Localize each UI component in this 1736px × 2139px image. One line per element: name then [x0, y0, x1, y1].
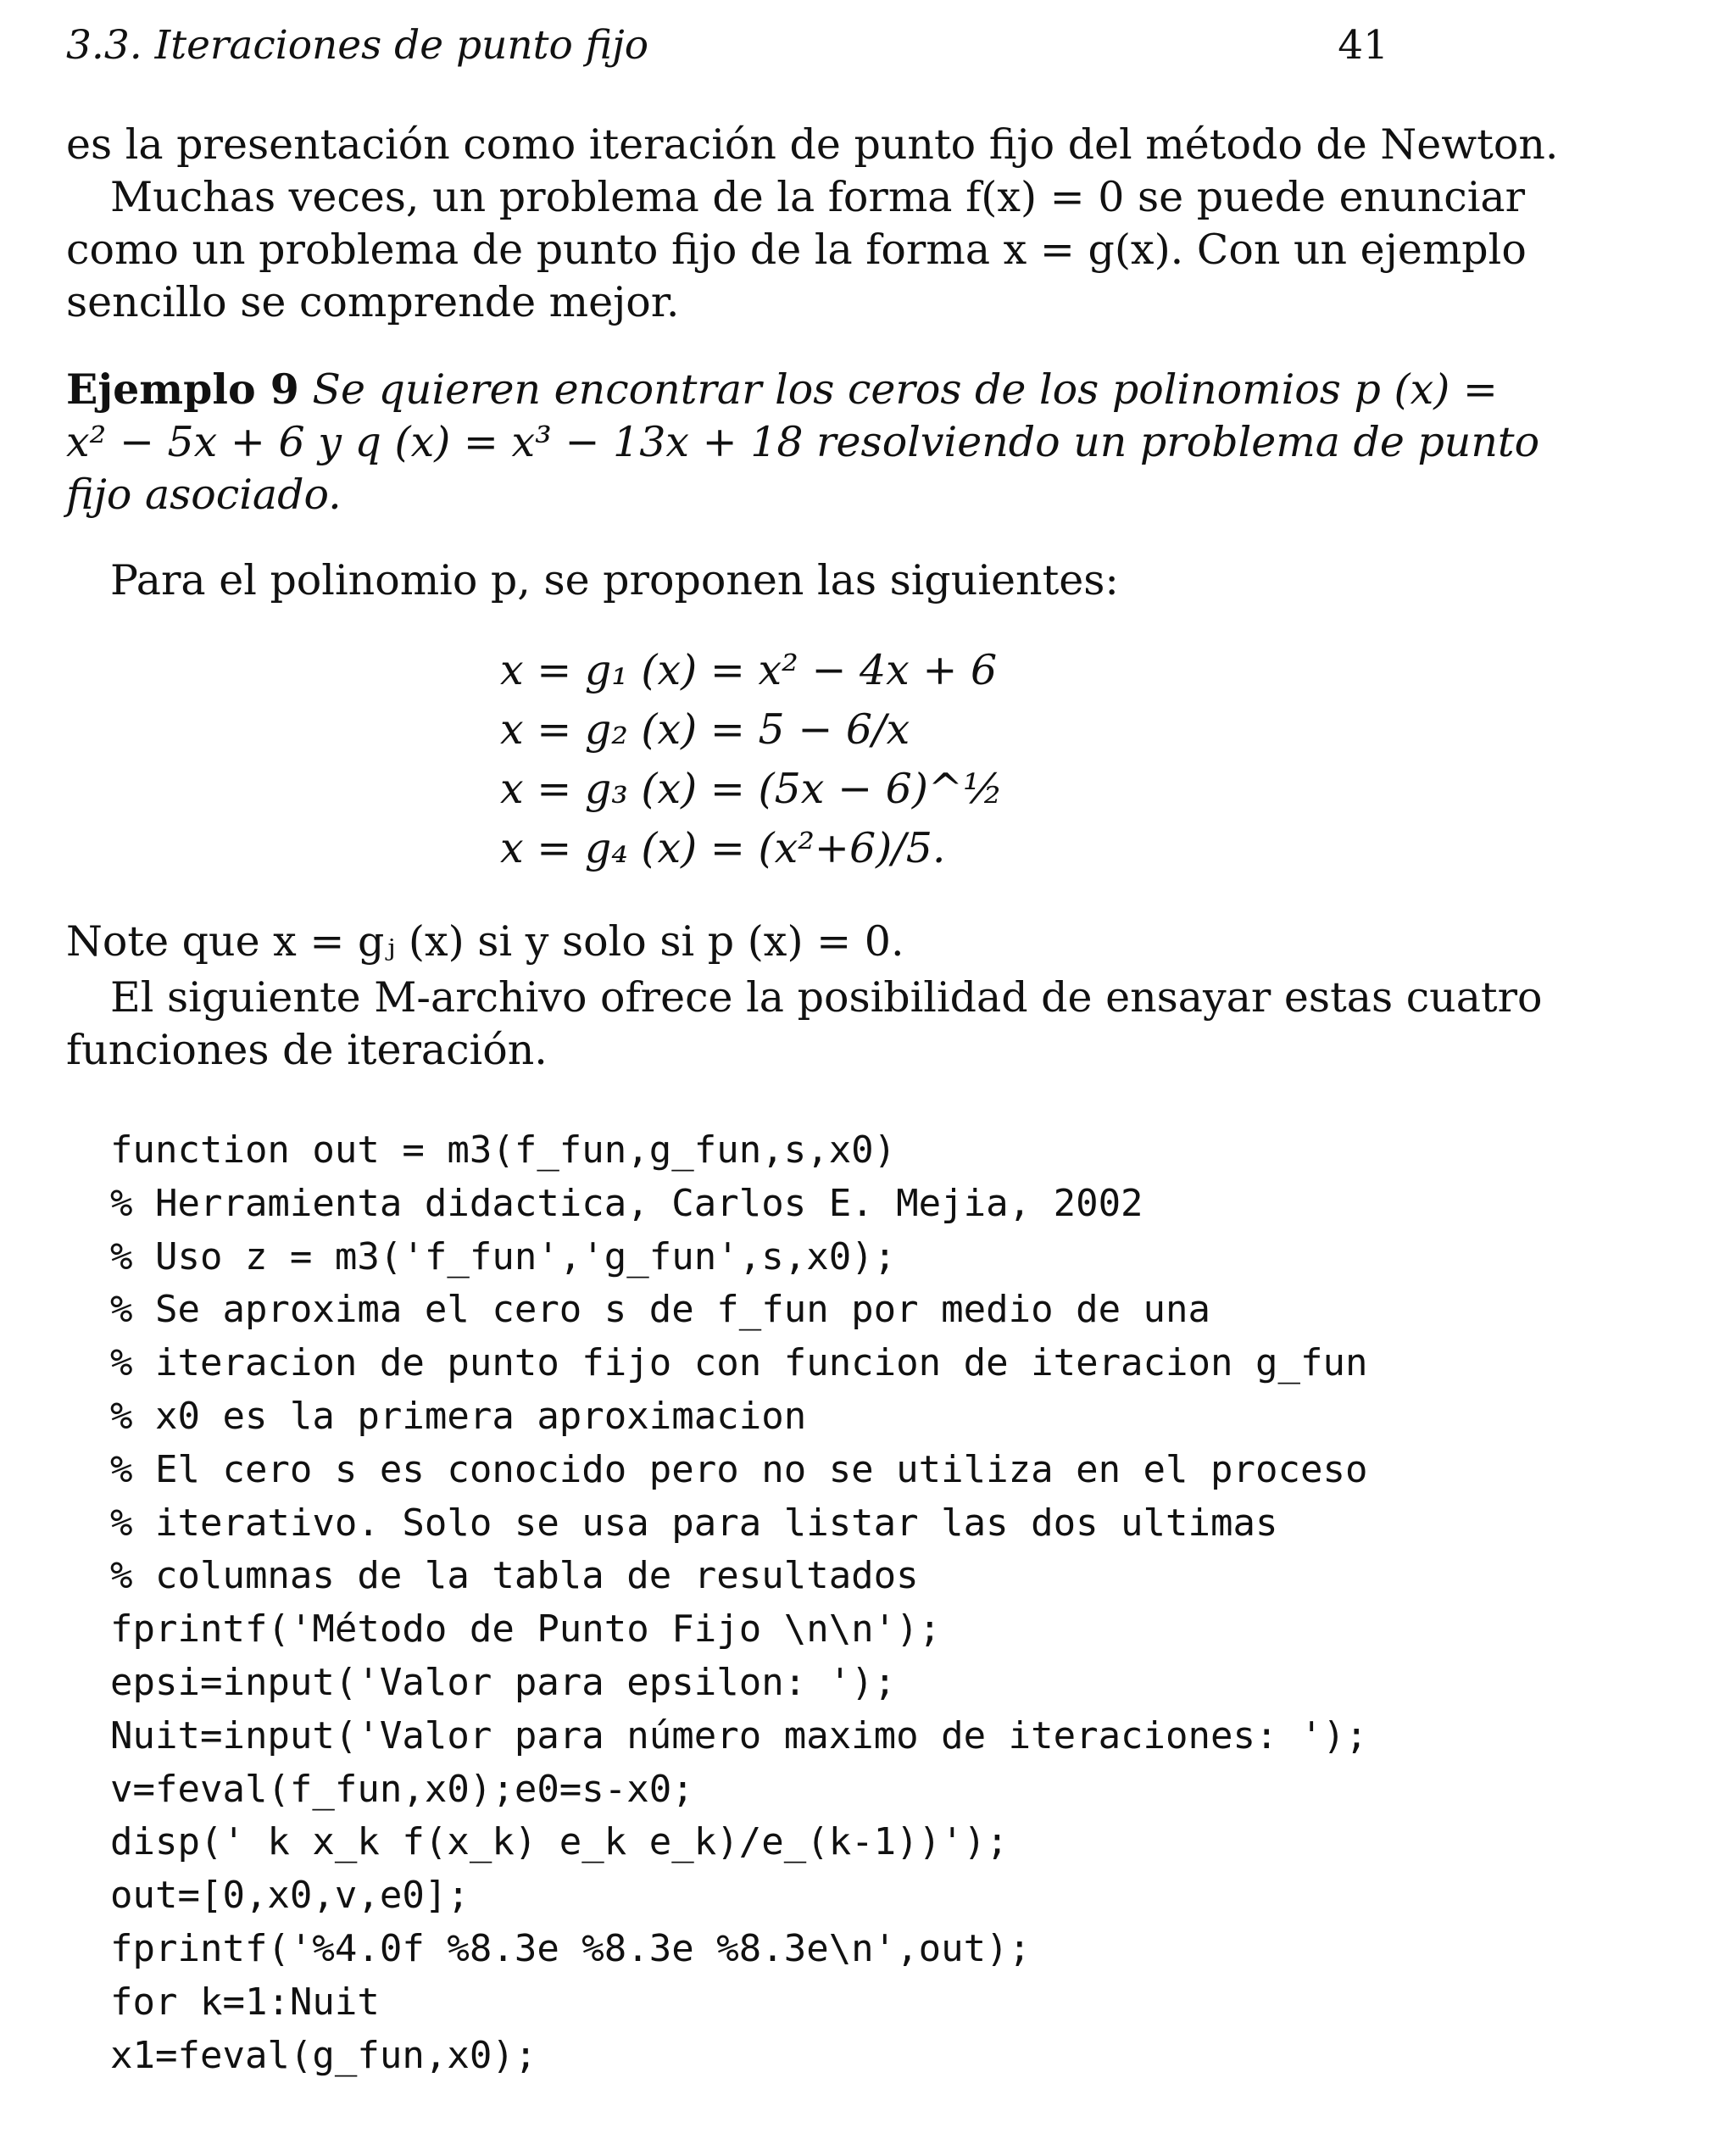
equation-g4: x = g₄ (x) = (x²+6)/5.: [500, 824, 946, 872]
code-line: % x0 es la primera aproximacion: [110, 1394, 807, 1438]
code-line: % Herramienta didactica, Carlos E. Mejia, 2002: [110, 1181, 1143, 1225]
section-title: 3.3. Iteraciones de punto fijo: [66, 22, 648, 69]
code-line: v=feval(f_fun,x0);e0=s-x0;: [110, 1767, 694, 1811]
text-line: Muchas veces, un problema de la forma f(x) = 0 se puede enunciar: [110, 173, 1526, 221]
equation-block: [500, 641, 1093, 878]
code-listing: [110, 1124, 1388, 2082]
text-line: es la presentación como iteración de punto fijo del método de Newton.: [66, 120, 1559, 169]
proposals-paragraph: [66, 554, 1388, 607]
code-line: % El cero s es conocido pero no se utiliza en el proceso: [110, 1447, 1368, 1491]
code-line: % iteracion de punto fijo con funcion de iteracion g_fun: [110, 1341, 1368, 1385]
example-line: x² − 5x + 6 y q (x) = x³ − 13x + 18 resolviendo un problema de punto: [66, 418, 1540, 466]
code-line: % Se aproxima el cero s de f_fun por medio de una: [110, 1288, 1211, 1332]
page: [66, 0, 1559, 2139]
code-line: function out = m3(f_fun,g_fun,s,x0): [110, 1128, 897, 1172]
equation-g3: x = g₃ (x) = (5x − 6)^½: [500, 765, 1004, 813]
code-line: % iterativo. Solo se usa para listar las dos ultimas: [110, 1501, 1278, 1545]
example-label: Ejemplo 9: [66, 365, 299, 414]
code-line: % Uso z = m3('f_fun','g_fun',s,x0);: [110, 1234, 897, 1278]
code-line: % columnas de la tabla de resultados: [110, 1554, 919, 1598]
intro-paragraph: [66, 119, 1559, 171]
code-line: fprintf('%4.0f %8.3e %8.3e %8.3e\n',out);: [110, 1926, 1032, 1970]
example-statement: Se quieren encontrar los ceros de los polinomios p (x) =: [312, 365, 1498, 414]
text-line: sencillo se comprende mejor.: [66, 278, 680, 326]
text-line: como un problema de punto fijo de la forma x = g(x). Con un ejemplo: [66, 226, 1527, 274]
code-line: Nuit=input('Valor para número maximo de iteraciones: ');: [110, 1713, 1368, 1757]
equation-g1: x = g₁ (x) = x² − 4x + 6: [500, 646, 998, 694]
code-line: epsi=input('Valor para epsilon: ');: [110, 1660, 897, 1704]
example-line: [66, 363, 1498, 416]
code-line: x1=feval(g_fun,x0);: [110, 2033, 537, 2077]
code-line: fprintf('Método de Punto Fijo \n\n');: [110, 1607, 942, 1652]
text-line: funciones de iteración.: [66, 1026, 548, 1074]
text-line: El siguiente M-archivo ofrece la posibilidad de ensayar estas cuatro: [110, 973, 1543, 1022]
running-header: [66, 20, 1388, 71]
note-paragraph: [66, 916, 1388, 968]
text-line: Note que x = gⱼ (x) si y solo si p (x) = 0.: [66, 917, 904, 966]
text-line: Para el polinomio p, se proponen las siguientes:: [110, 556, 1119, 604]
example-line: fijo asociado.: [66, 471, 342, 519]
code-line: out=[0,x0,v,e0];: [110, 1874, 470, 1918]
page-number: 41: [1338, 22, 1388, 69]
code-line: for k=1:Nuit: [110, 1980, 380, 2024]
example-block: [66, 363, 1540, 521]
mfile-paragraph: [66, 972, 1543, 1077]
equation-g2: x = g₂ (x) = 5 − 6/x: [500, 705, 910, 754]
code-line: disp(' k x_k f(x_k) e_k e_k)/e_(k-1))');: [110, 1820, 1009, 1864]
forms-paragraph: [66, 171, 1527, 329]
